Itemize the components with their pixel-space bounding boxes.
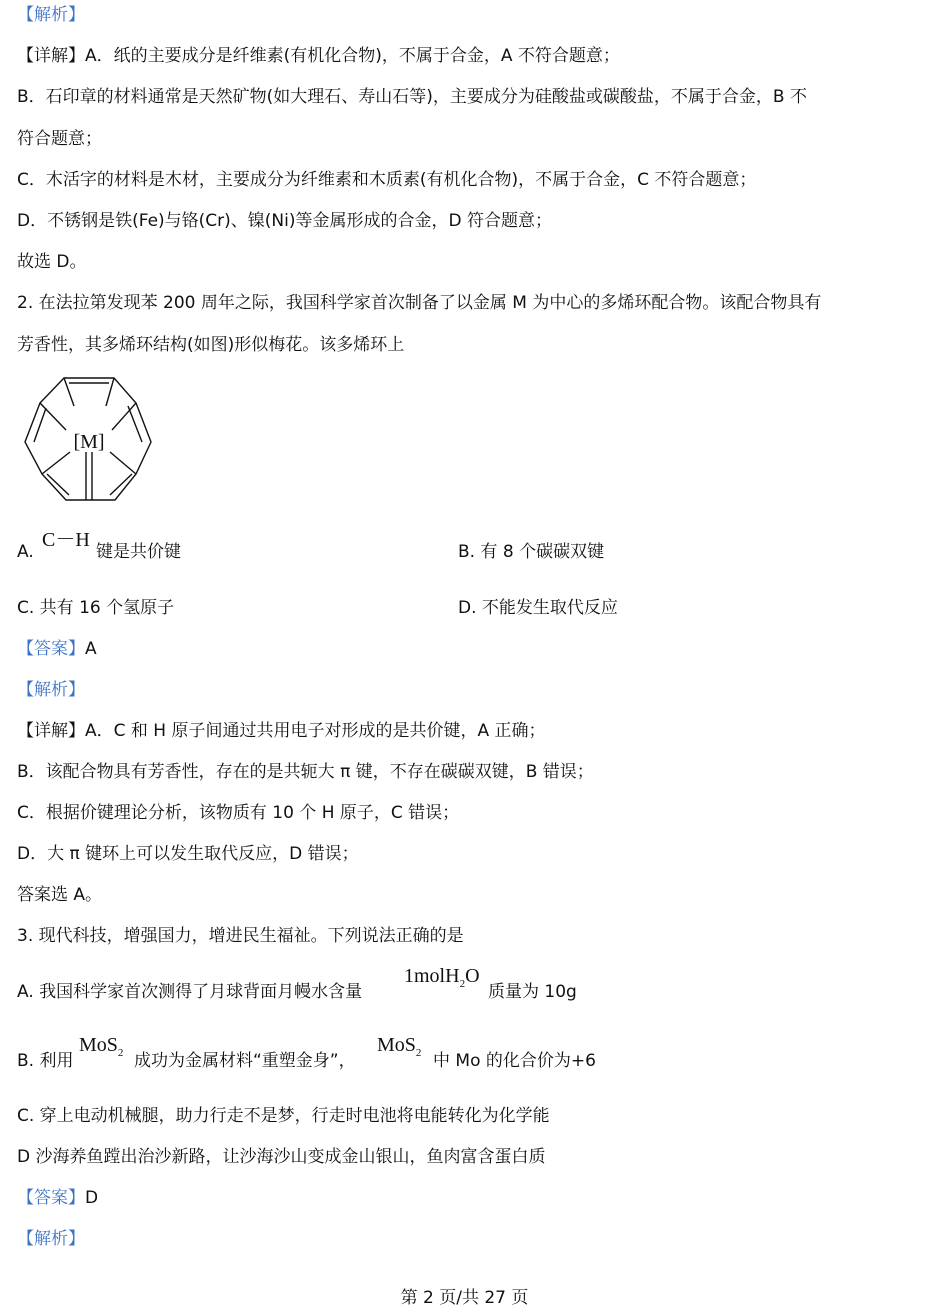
detail-line-b: B．石印章的材料通常是天然矿物(如大理石、寿山石等)，主要成分为硅酸盐或碳酸盐，不属于合金，B 不 [17,87,807,107]
q3-option-b-formula-1: MoS$_2$ [79,1034,124,1059]
detail-line-d: D．不锈钢是铁(Fe)与铬(Cr)、镍(Ni)等金属形成的合金，D 符合题意； [17,211,552,231]
q2-detail-c: C．根据价键理论分析，该物质有 10 个 H 原子，C 错误； [17,803,460,823]
q2-conclusion: 答案选 A。 [17,885,103,905]
q3-option-a-prefix: A. 我国科学家首次测得了月球背面月幔水含量 [17,982,363,1002]
question-3-stem: 3. 现代科技，增强国力，增进民生福祉。下列说法正确的是 [17,926,464,946]
q3-option-b-formula-2: MoS$_2$ [377,1034,422,1059]
detail-line-b-cont: 符合题意； [17,129,102,149]
polyene-ring-structure [14,370,164,510]
q3-option-b-suffix: 中 Mo 的化合价为+6 [433,1051,596,1071]
answer-tag: 【答案】 [17,1188,85,1208]
question-2-stem-cont: 芳香性，其多烯环结构(如图)形似梅花。该多烯环上 [17,335,405,355]
q2-option-c: C. 共有 16 个氢原子 [17,598,175,618]
answer-tag: 【答案】 [17,639,85,659]
q2-detail-d: D．大 π 键环上可以发生取代反应，D 错误； [17,844,359,864]
q2-option-a-prefix: A. [17,542,34,562]
q2-option-b: B. 有 8 个碳碳双键 [458,542,605,562]
detail-line-a: 【详解】A．纸的主要成分是纤维素(有机化合物)，不属于合金，A 不符合题意； [17,46,620,66]
question-2-stem: 2. 在法拉第发现苯 200 周年之际，我国科学家首次制备了以金属 M 为中心的多烯环配合物。该配合物具有 [17,293,822,313]
answer-value: A [85,639,97,659]
q3-option-b-prefix: B. 利用 [17,1051,74,1071]
q2-detail-b: B．该配合物具有芳香性，存在的是共轭大 π 键，不存在碳碳双键，B 错误； [17,762,594,782]
conclusion-line: 故选 D。 [17,252,87,272]
page-footer: 第 2 页/共 27 页 [400,1288,529,1308]
q2-option-d: D. 不能发生取代反应 [458,598,618,618]
analysis-heading-3: 【解析】 [17,1229,85,1249]
detail-line-c: C．木活字的材料是木材，主要成分为纤维素和木质素(有机化合物)，不属于合金，C 不符合题意； [17,170,757,190]
q3-option-b-middle: 成功为金属材料“重塑金身”， [134,1051,356,1071]
q3-option-d: D 沙海养鱼蹚出治沙新路，让沙海沙山变成金山银山，鱼肉富含蛋白质 [17,1147,546,1167]
q2-detail-a: 【详解】A．C 和 H 原子间通过共用电子对形成的是共价键，A 正确； [17,721,546,741]
q2-option-a-text: 键是共价键 [96,542,181,562]
answer-value: D [85,1188,99,1208]
q3-option-a-suffix: 质量为 10g [488,982,577,1002]
q3-option-a-formula: 1molH$_2$O [404,965,480,990]
answer-line-q2 [17,637,97,661]
q2-option-a-formula: C－H [42,529,90,551]
q3-option-c: C. 穿上电动机械腿，助力行走不是梦，行走时电池将电能转化为化学能 [17,1106,550,1126]
metal-center-label: [M] [73,431,105,453]
analysis-heading-2: 【解析】 [17,680,85,700]
analysis-heading-1: 【解析】 [17,5,85,25]
answer-line-q3 [17,1186,98,1210]
